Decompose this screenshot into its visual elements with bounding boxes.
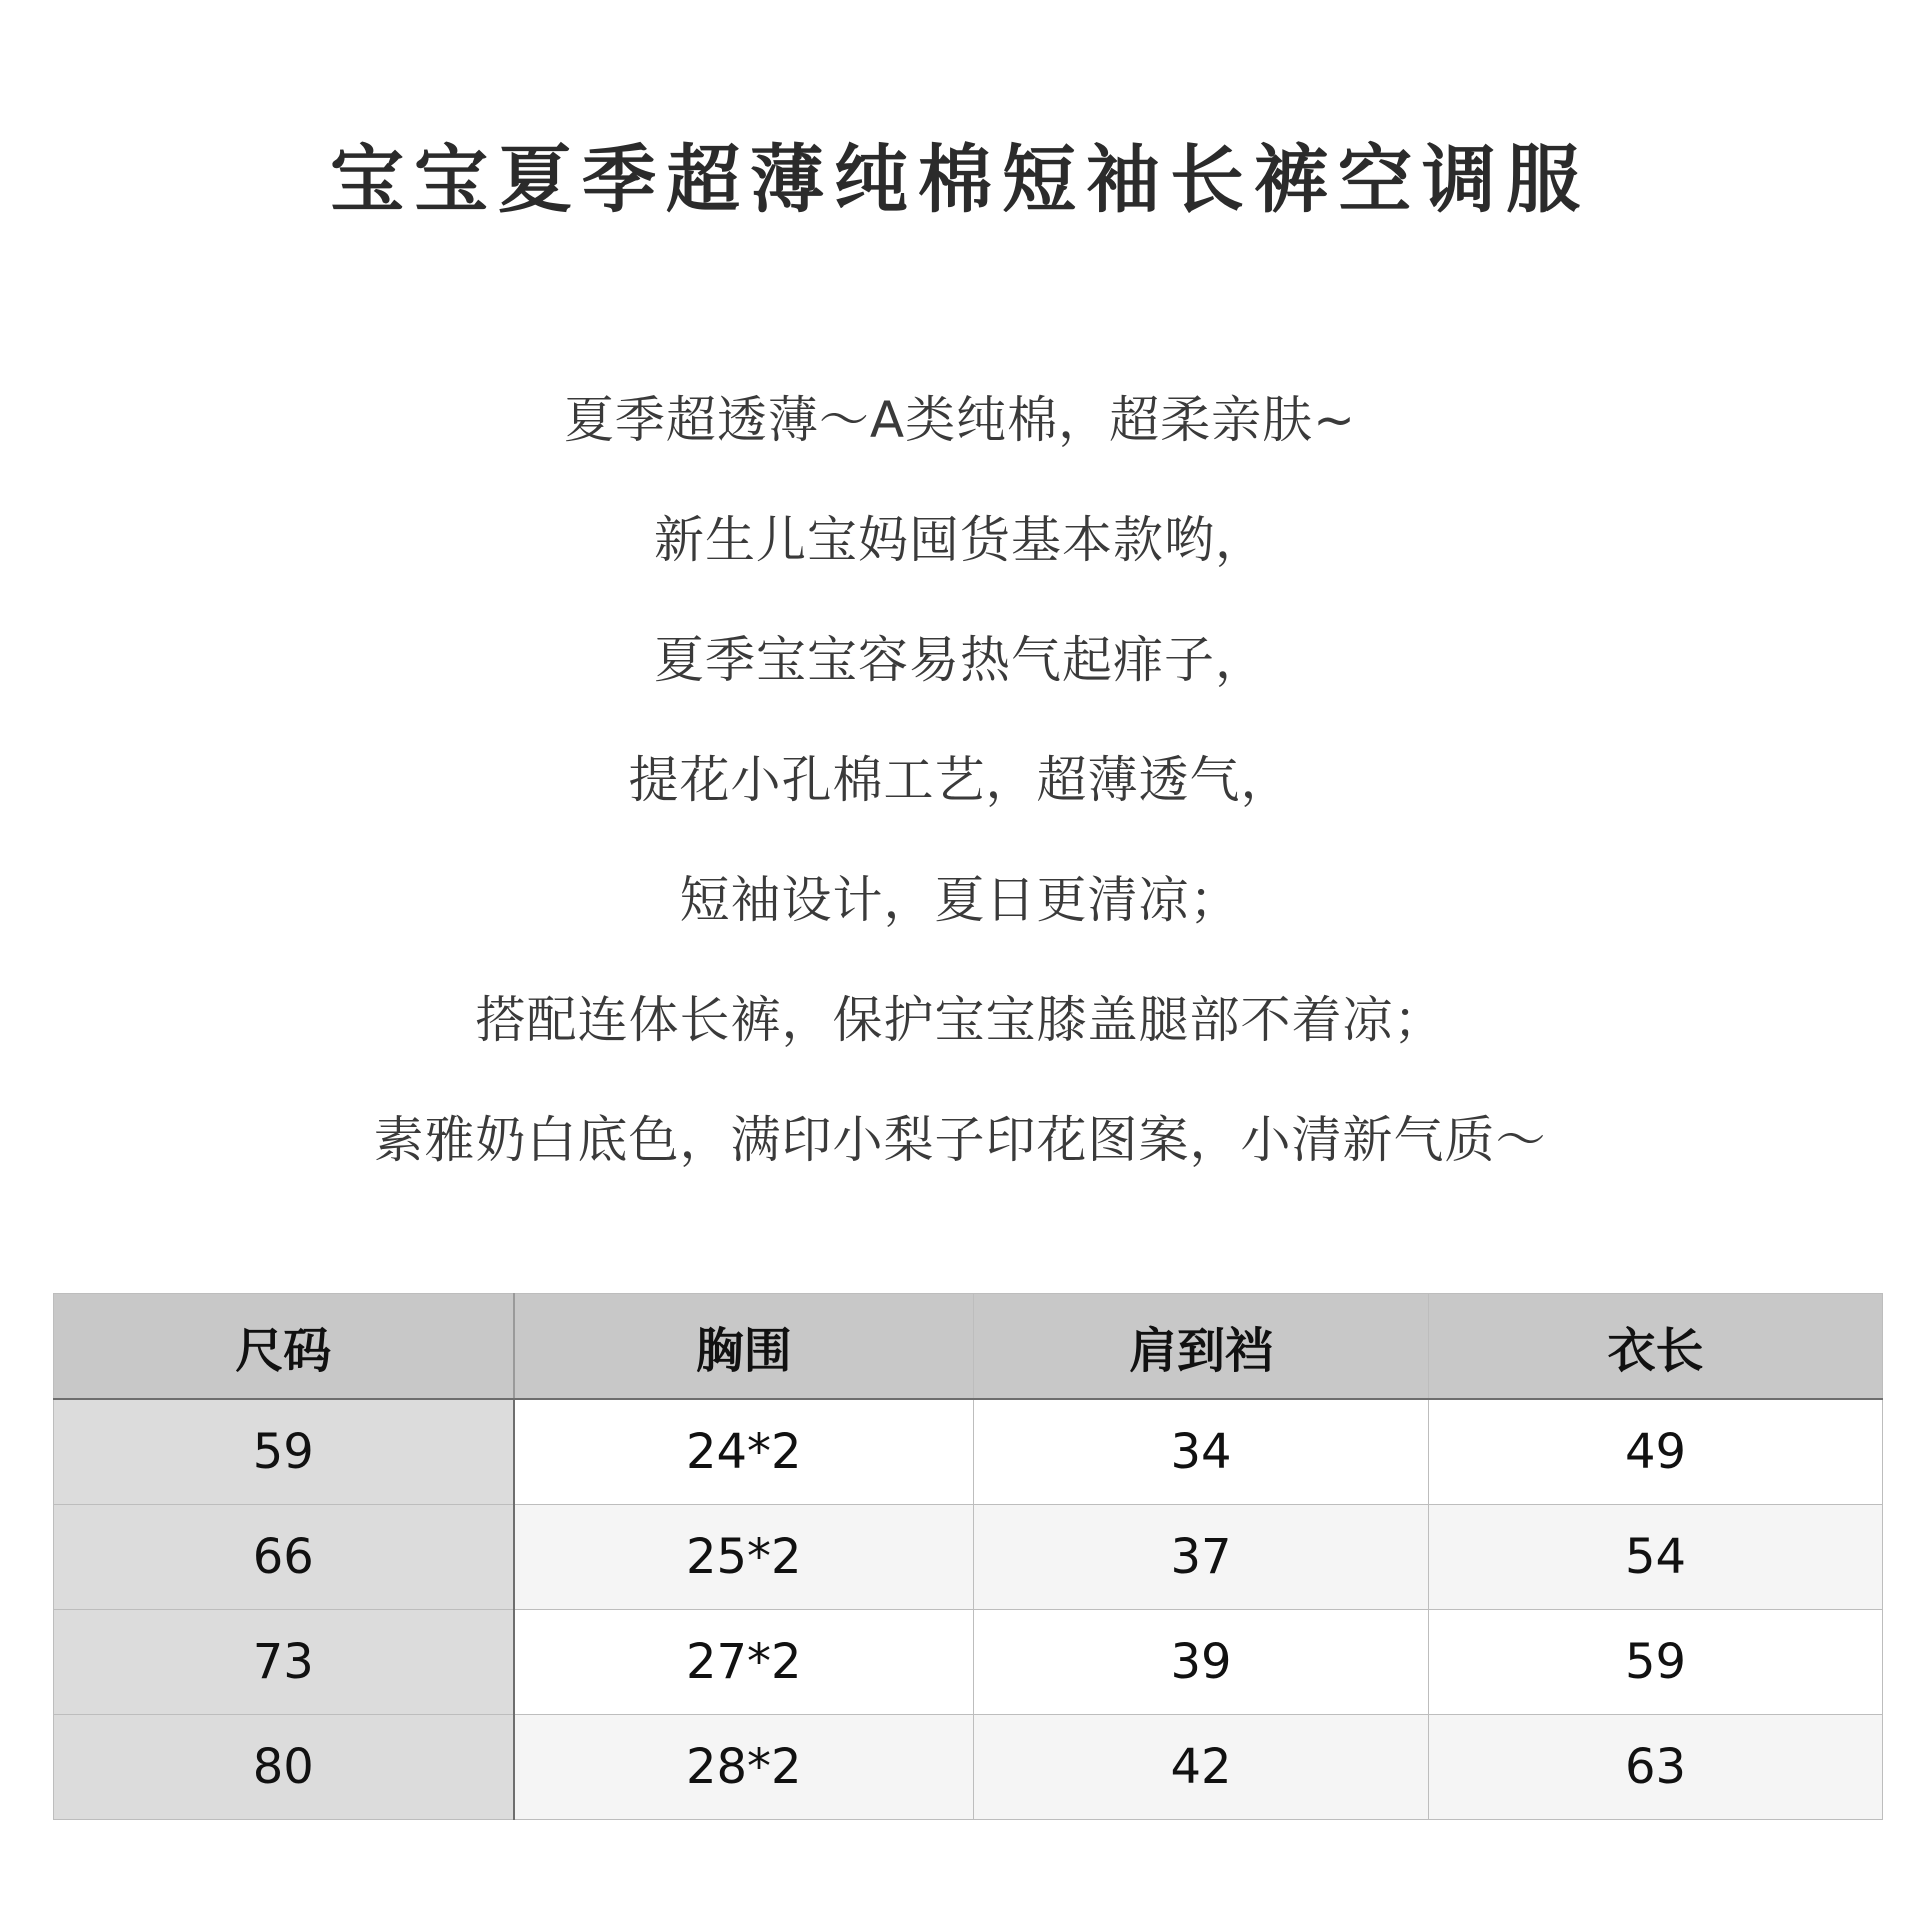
cell-size: 66: [54, 1505, 514, 1610]
header-chest: 胸围: [514, 1294, 974, 1400]
table-header-row: [54, 1294, 1883, 1400]
table-row: [54, 1715, 1883, 1820]
table-row: [54, 1399, 1883, 1505]
description-line: 提花小孔棉工艺，超薄透气，: [628, 751, 1292, 809]
table-row: [54, 1610, 1883, 1715]
cell-length: 63: [1429, 1715, 1883, 1820]
header-shoulder-to-crotch: 肩到裆: [974, 1294, 1429, 1400]
table-row: [54, 1505, 1883, 1610]
cell-shoulder-to-crotch: 39: [974, 1610, 1429, 1715]
cell-shoulder-to-crotch: 37: [974, 1505, 1429, 1610]
description-line: 短袖设计，夏日更清凉；: [679, 871, 1241, 929]
description-line: 搭配连体长裤，保护宝宝膝盖腿部不着凉；: [475, 991, 1445, 1049]
cell-length: 49: [1429, 1399, 1883, 1505]
cell-chest: 28*2: [514, 1715, 974, 1820]
size-chart-table: [53, 1293, 1883, 1820]
description-line: 新生儿宝妈囤货基本款哟，: [654, 511, 1266, 569]
cell-chest: 25*2: [514, 1505, 974, 1610]
cell-shoulder-to-crotch: 42: [974, 1715, 1429, 1820]
cell-chest: 27*2: [514, 1610, 974, 1715]
cell-size: 80: [54, 1715, 514, 1820]
cell-size: 59: [54, 1399, 514, 1505]
description-line: 夏季宝宝容易热气起痱子，: [654, 631, 1266, 689]
cell-shoulder-to-crotch: 34: [974, 1399, 1429, 1505]
cell-length: 54: [1429, 1505, 1883, 1610]
cell-size: 73: [54, 1610, 514, 1715]
cell-length: 59: [1429, 1610, 1883, 1715]
description-line: 夏季超透薄～A类纯棉，超柔亲肤~: [563, 391, 1357, 449]
description-line: 素雅奶白底色，满印小梨子印花图案，小清新气质～: [373, 1111, 1547, 1169]
header-length: 衣长: [1429, 1294, 1883, 1400]
cell-chest: 24*2: [514, 1399, 974, 1505]
page-title: 宝宝夏季超薄纯棉短袖长裤空调服: [330, 137, 1590, 223]
header-size: 尺码: [54, 1294, 514, 1400]
product-description: [0, 360, 1920, 1200]
